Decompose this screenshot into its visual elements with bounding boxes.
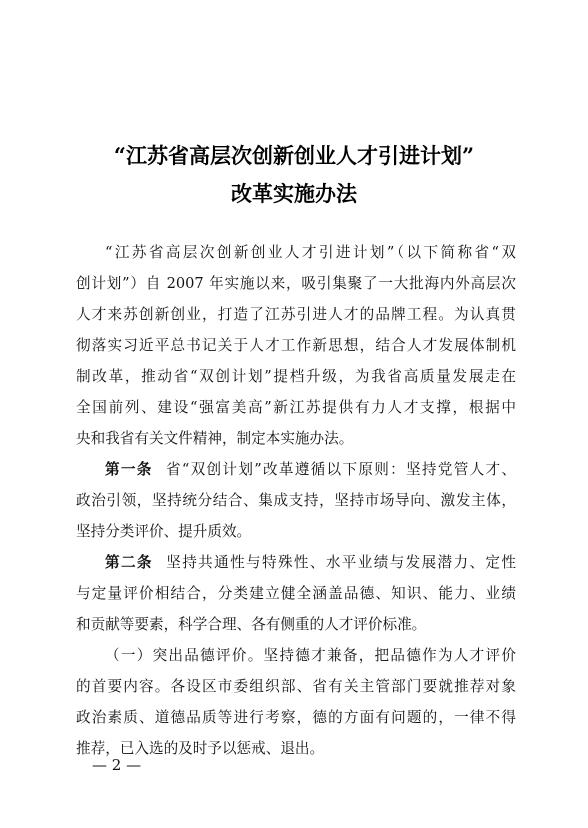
item-1-line-2: 的首要内容。各设区市委组织部、省有关主管部门要就推荐对象 [76, 678, 516, 695]
article-2-line-1 [76, 553, 516, 573]
intro-line-4: 彻落实习近平总书记关于人才工作新思想，结合人才发展体制机 [76, 337, 516, 354]
article-2-line-3: 和贡献等要素，科学合理、各有侧重的人才评价标准。 [76, 616, 427, 633]
intro-line-1: “江苏省高层次创新创业人才引进计划”（以下简称省“双 [105, 244, 516, 261]
article-1-line-3: 坚持分类评价、提升质效。 [76, 523, 252, 540]
item-1-line-4: 推荐，已入选的及时予以惩戒、退出。 [76, 740, 325, 757]
article-2-line-2: 与定量评价相结合，分类建立健全涵盖品德、知识、能力、业绩 [76, 585, 516, 602]
intro-line-6: 全国前列、建设“强富美高”新江苏提供有力人才支撑，根据中 [76, 399, 516, 416]
article-1-line-2: 政治引领，坚持统分结合、集成支持，坚持市场导向、激发主体， [76, 492, 516, 509]
intro-line-5: 制改革，推动省“双创计划”提档升级，为我省高质量发展走在 [76, 368, 516, 385]
document-title-line-1: “江苏省高层次创新创业人才引进计划” [113, 143, 475, 168]
article-1-text-1: 省“双创计划”改革遵循以下原则：坚持党管人才、 [164, 461, 516, 478]
page-number: — 2 — [92, 756, 142, 774]
article-1-line-1 [76, 460, 516, 480]
item-1-line-3: 政治素质、道德品质等进行考察，德的方面有问题的，一律不得 [76, 709, 516, 726]
document-title-line-2: 改革实施办法 [231, 181, 357, 206]
intro-line-7: 央和我省有关文件精神，制定本实施办法。 [76, 430, 354, 447]
intro-line-2: 创计划”）自 2007 年实施以来，吸引集聚了一大批海内外高层次 [76, 275, 516, 292]
article-2-text-1: 坚持共通性与特殊性、水平业绩与发展潜力、定性 [164, 554, 516, 571]
article-1-label: 第一条 [105, 461, 153, 478]
item-1-line-1: （一）突出品德评价。坚持德才兼备，把品德作为人才评价 [105, 647, 516, 664]
intro-line-3: 人才来苏创新创业，打造了江苏引进人才的品牌工程。为认真贯 [76, 306, 516, 323]
article-2-label: 第二条 [105, 554, 153, 571]
